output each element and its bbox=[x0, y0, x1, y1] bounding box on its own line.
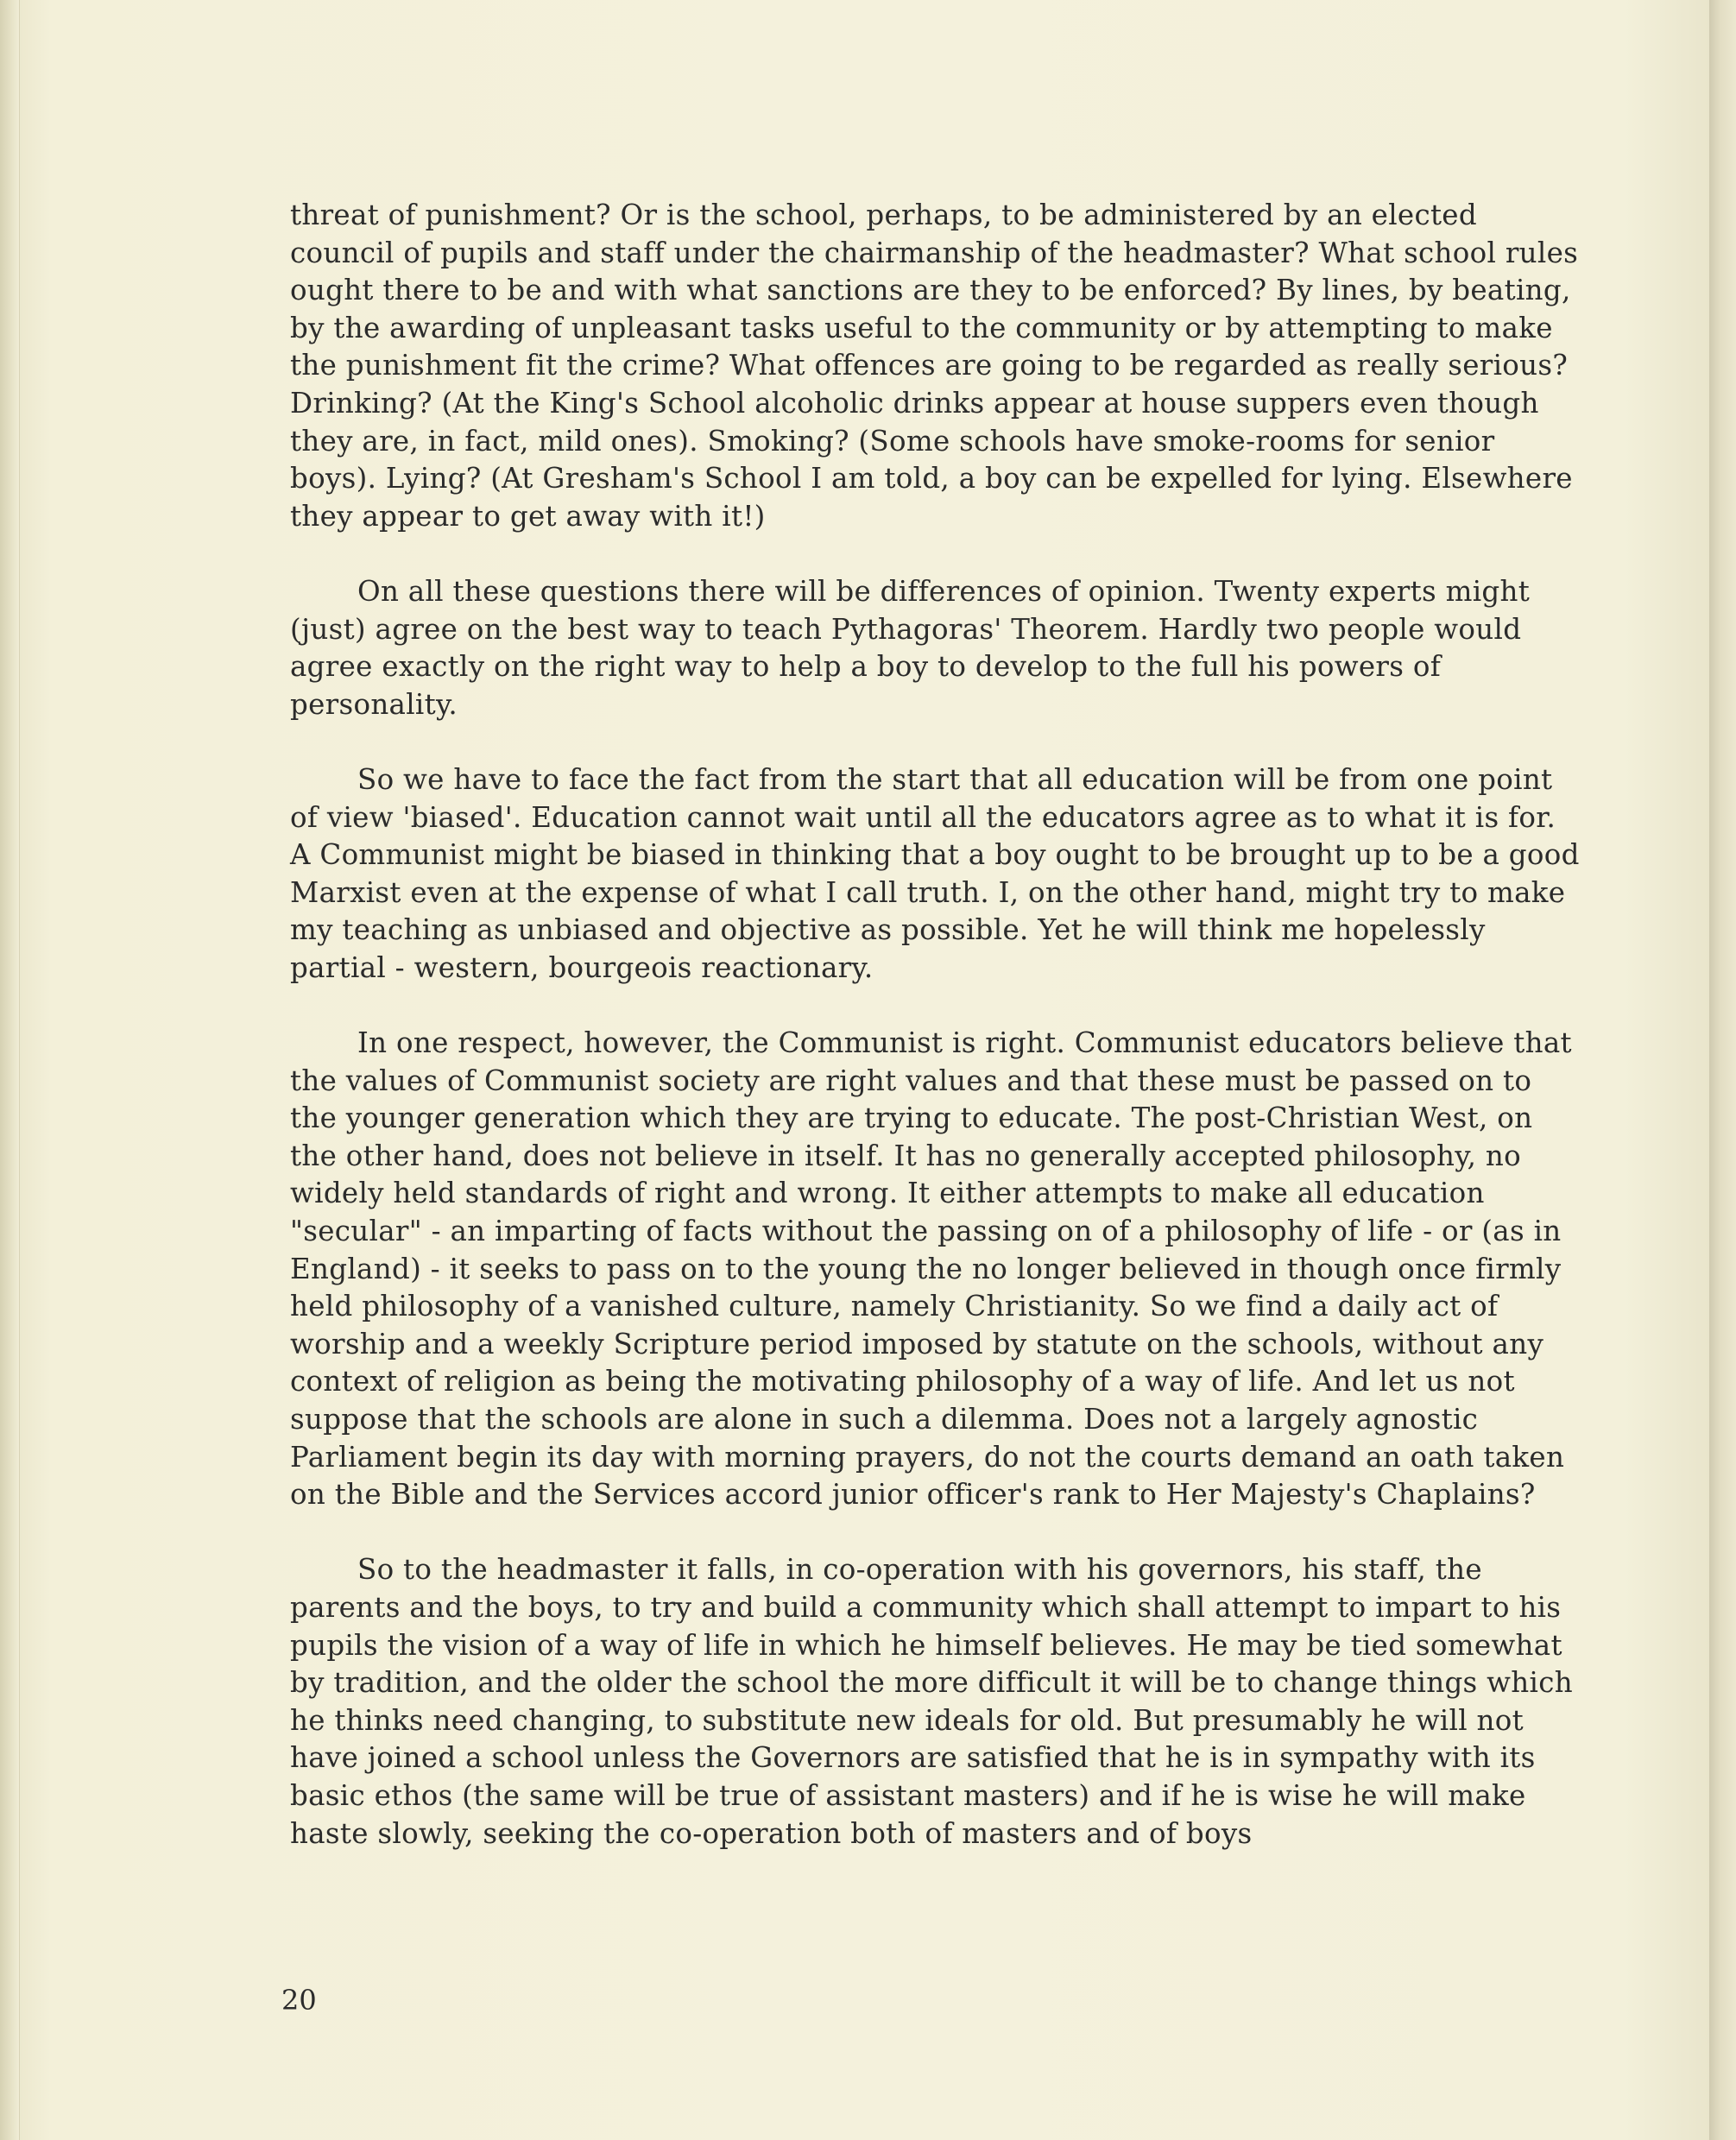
body-text bbox=[290, 197, 1585, 1891]
paragraph-3: So we have to face the fact from the start that all education will be from one point of view 'biased'. Education cannot wait until all the educators agree as to what it is for. A Communist might be biased in thinking that a boy ought to be brought up to be a good Marxist even at the expense of what I call truth. I, on the other hand, might try to make my teaching as unbiased and objective as possible. Yet he will think me hopelessly partial - western, bourgeois reactionary. bbox=[290, 762, 1580, 984]
page-edge bbox=[1709, 0, 1736, 2140]
page-number: 20 bbox=[281, 1984, 317, 2017]
paragraph-2: On all these questions there will be differences of opinion. Twenty experts might (just) agree on the best way to teach Pythagoras' Theorem. Hardly two people would agree exactly on the right way to help a boy to develop to the full his powers of personality. bbox=[290, 574, 1531, 721]
paragraph-4: In one respect, however, the Communist is right. Communist educators believe that the values of Communist society are right values and that these must be passed on to the younger generation which they are trying to educate. The post-Christian West, on the other hand, does not believe in itself. It has no generally accepted philosophy, no widely held standards of right and wrong. It either attempts to make all education "secular" - an imparting of facts without the passing on of a philosophy of life - or (as in England) - it seeks to pass on to the young the no longer believed in though once firmly held philosophy of a vanished culture, namely Christianity. So we find a daily act of worship and a weekly Scripture period imposed by statute on the schools, without any context of religion as being the motivating philosophy of a way of life. And let us not suppose that the schools are alone in such a dilemma. Does not a largely agnostic Parliament begin its day with morning prayers, do not the courts demand an oath taken on the Bible and the Services accord junior officer's rank to Her Majesty's Chaplains? bbox=[290, 1026, 1572, 1512]
page-spine bbox=[0, 0, 20, 2140]
paragraph-5: So to the headmaster it falls, in co-operation with his governors, his staff, the parents and the boys, to try and build a community which shall attempt to impart to his pupils the vision of a way of life in which he himself believes. He may be tied somewhat by tradition, and the older the school the more difficult it will be to change things which he thinks need changing, to substitute new ideals for old. But presumably he will not have joined a school unless the Governors are satisfied that he is in sympathy with its basic ethos (the same will be true of assistant masters) and if he is wise he will make haste slowly, seeking the co-operation both of masters and of boys bbox=[290, 1553, 1573, 1850]
paragraph-1: threat of punishment? Or is the school, perhaps, to be administered by an elected council of pupils and staff under the chairmanship of the headmaster? What school rules ought there to be and with what sanctions are they to be enforced? By lines, by beating, by the awarding of unpleasant tasks useful to the community or by attempting to make the punishment fit the crime? What offences are going to be regarded as really serious? Drinking? (At the King's School alcoholic drinks appear at house suppers even though they are, in fact, mild ones). Smoking? (Some schools have smoke-rooms for senior boys). Lying? (At Gresham's School I am told, a boy can be expelled for lying. Elsewhere they appear to get away with it!) bbox=[290, 199, 1579, 533]
